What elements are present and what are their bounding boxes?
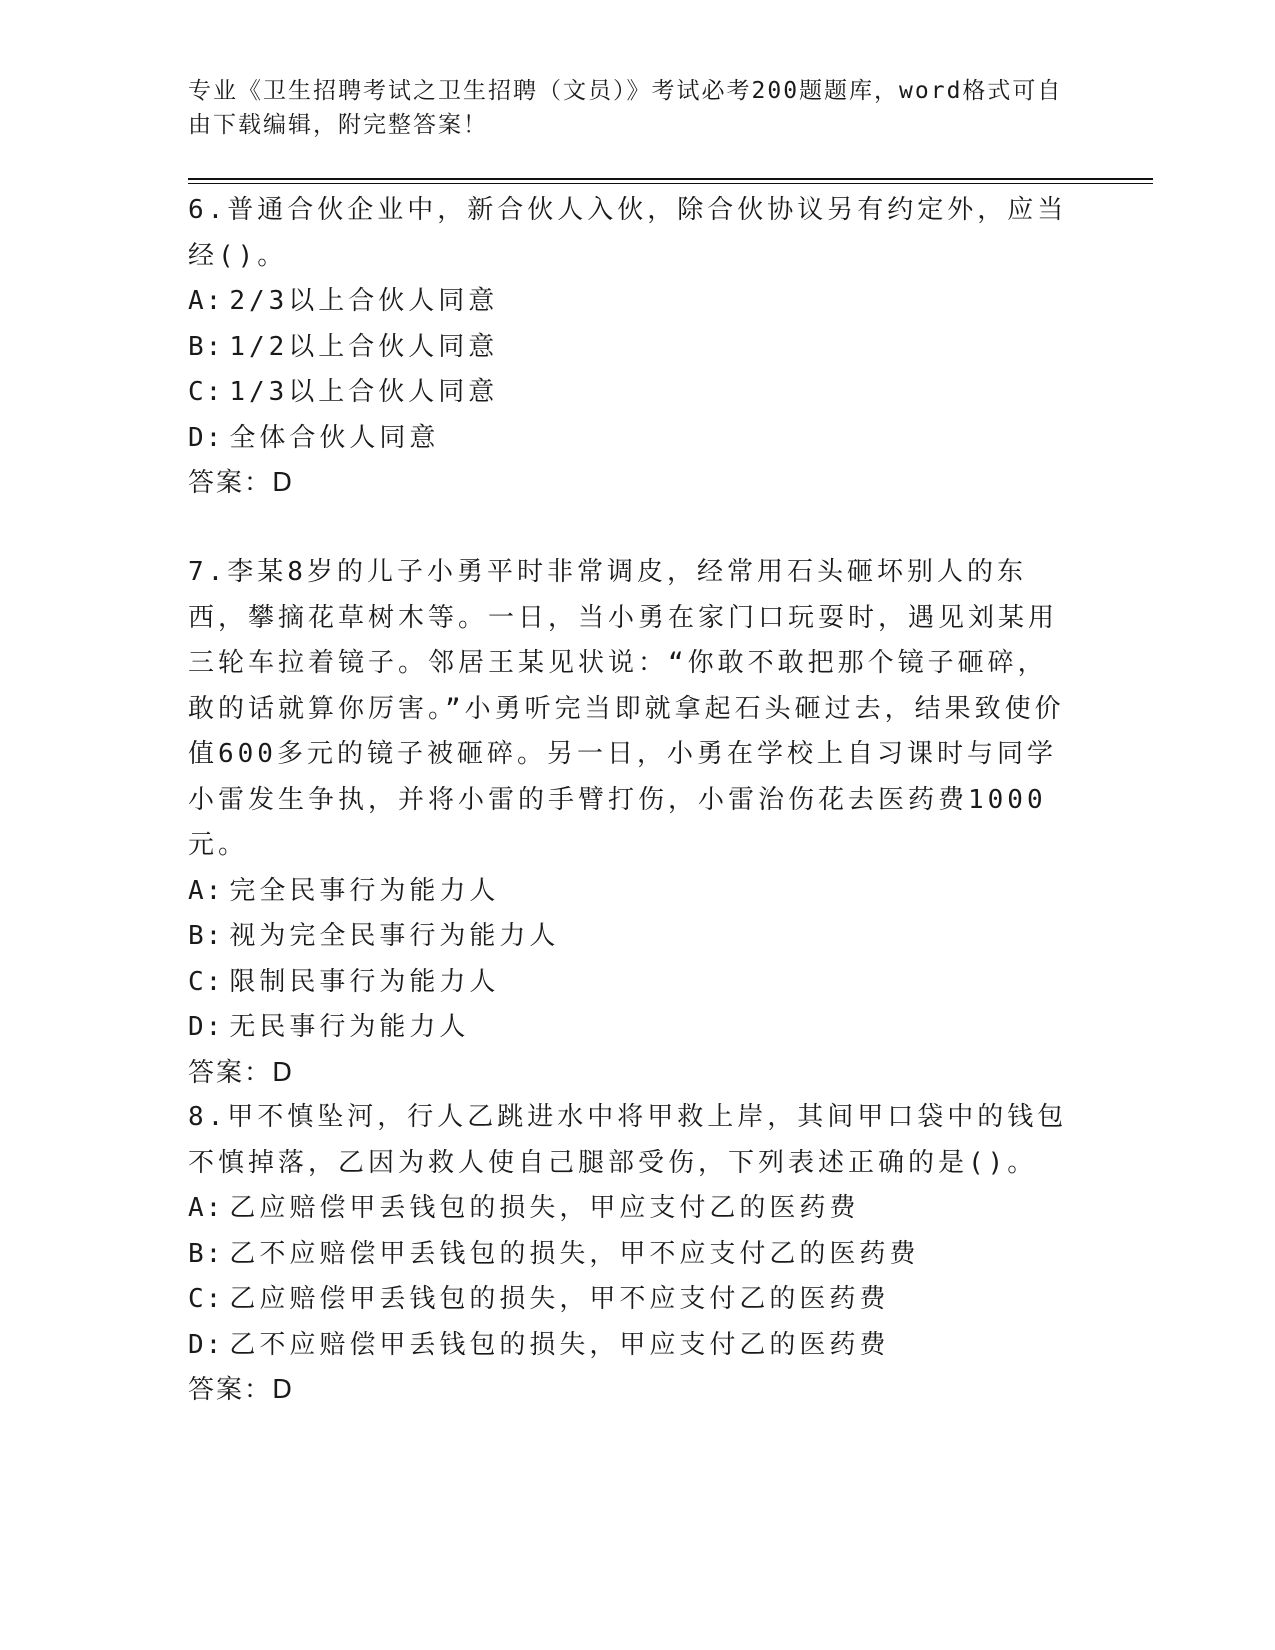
question-7 xyxy=(188,550,1068,1096)
question-stem: 8.甲不慎坠河，行人乙跳进水中将甲救上岸，其间甲口袋中的钱包不慎掉落，乙因为救人使自己腿部受伤，下列表述正确的是()。 xyxy=(188,1102,1068,1178)
option-letter: A: xyxy=(188,875,224,906)
question-8 xyxy=(188,1095,1068,1414)
question-6 xyxy=(188,188,1068,507)
option-letter: A: xyxy=(188,286,224,316)
option-c xyxy=(188,960,1068,1006)
option-c xyxy=(188,370,1068,416)
question-stem: 6.普通合伙企业中，新合伙人入伙，除合伙协议另有约定外，应当经()。 xyxy=(188,195,1068,271)
option-text: 1/2以上合伙人同意 xyxy=(229,331,499,362)
option-text: 视为完全民事行为能力人 xyxy=(229,921,560,951)
option-letter: C: xyxy=(188,377,224,407)
option-text: 乙不应赔偿甲丢钱包的损失，甲不应支付乙的医药费 xyxy=(229,1238,920,1269)
option-letter: B: xyxy=(188,331,224,362)
option-a xyxy=(188,279,1068,325)
option-a xyxy=(188,869,1068,915)
header-divider-thin xyxy=(188,183,1153,184)
option-text: 限制民事行为能力人 xyxy=(229,966,500,997)
option-letter: D: xyxy=(188,422,224,453)
option-b xyxy=(188,1232,1068,1278)
option-c xyxy=(188,1277,1068,1323)
option-text: 全体合伙人同意 xyxy=(229,422,440,453)
option-letter: D: xyxy=(188,1329,224,1360)
answer-line: 答案：D xyxy=(188,468,295,498)
option-text: 乙应赔偿甲丢钱包的损失，甲不应支付乙的医药费 xyxy=(229,1284,890,1314)
option-text: 完全民事行为能力人 xyxy=(229,875,500,906)
option-letter: B: xyxy=(188,921,224,951)
answer-line: 答案：D xyxy=(188,1375,295,1405)
option-text: 2/3以上合伙人同意 xyxy=(229,286,499,316)
option-letter: B: xyxy=(188,1238,224,1269)
option-text: 无民事行为能力人 xyxy=(229,1012,470,1042)
header-divider-thick xyxy=(188,178,1153,180)
option-d xyxy=(188,1005,1068,1051)
document-header: 专业《卫生招聘考试之卫生招聘（文员）》考试必考200题题库，word格式可自由下载编辑，附完整答案！ xyxy=(188,78,1063,138)
answer-line: 答案：D xyxy=(188,1057,295,1088)
option-text: 1/3以上合伙人同意 xyxy=(229,377,499,407)
option-letter: A: xyxy=(188,1193,224,1223)
option-a xyxy=(188,1186,1068,1232)
option-d xyxy=(188,1323,1068,1369)
option-text: 乙不应赔偿甲丢钱包的损失，甲应支付乙的医药费 xyxy=(229,1329,890,1360)
option-b xyxy=(188,325,1068,371)
option-b xyxy=(188,914,1068,960)
question-stem: 7.李某8岁的儿子小勇平时非常调皮，经常用石头砸坏别人的东西，攀摘花草树木等。一日，当小勇在家门口玩耍时，遇见刘某用三轮车拉着镜子。邻居王某见状说：“你敢不敢把那个镜子砸碎，敢的话就算你厉害。”小勇听完当即就拿起石头砸过去，结果致使价值600多元的镜子被砸碎。另一日，小勇在学校上自习课时与同学小雷发生争执，并将小雷的手臂打伤，小雷治伤花去医药费1000元。 xyxy=(188,557,1065,860)
option-text: 乙应赔偿甲丢钱包的损失，甲应支付乙的医药费 xyxy=(229,1193,860,1223)
option-letter: D: xyxy=(188,1012,224,1042)
option-d xyxy=(188,416,1068,462)
option-letter: C: xyxy=(188,1284,224,1314)
option-letter: C: xyxy=(188,966,224,997)
